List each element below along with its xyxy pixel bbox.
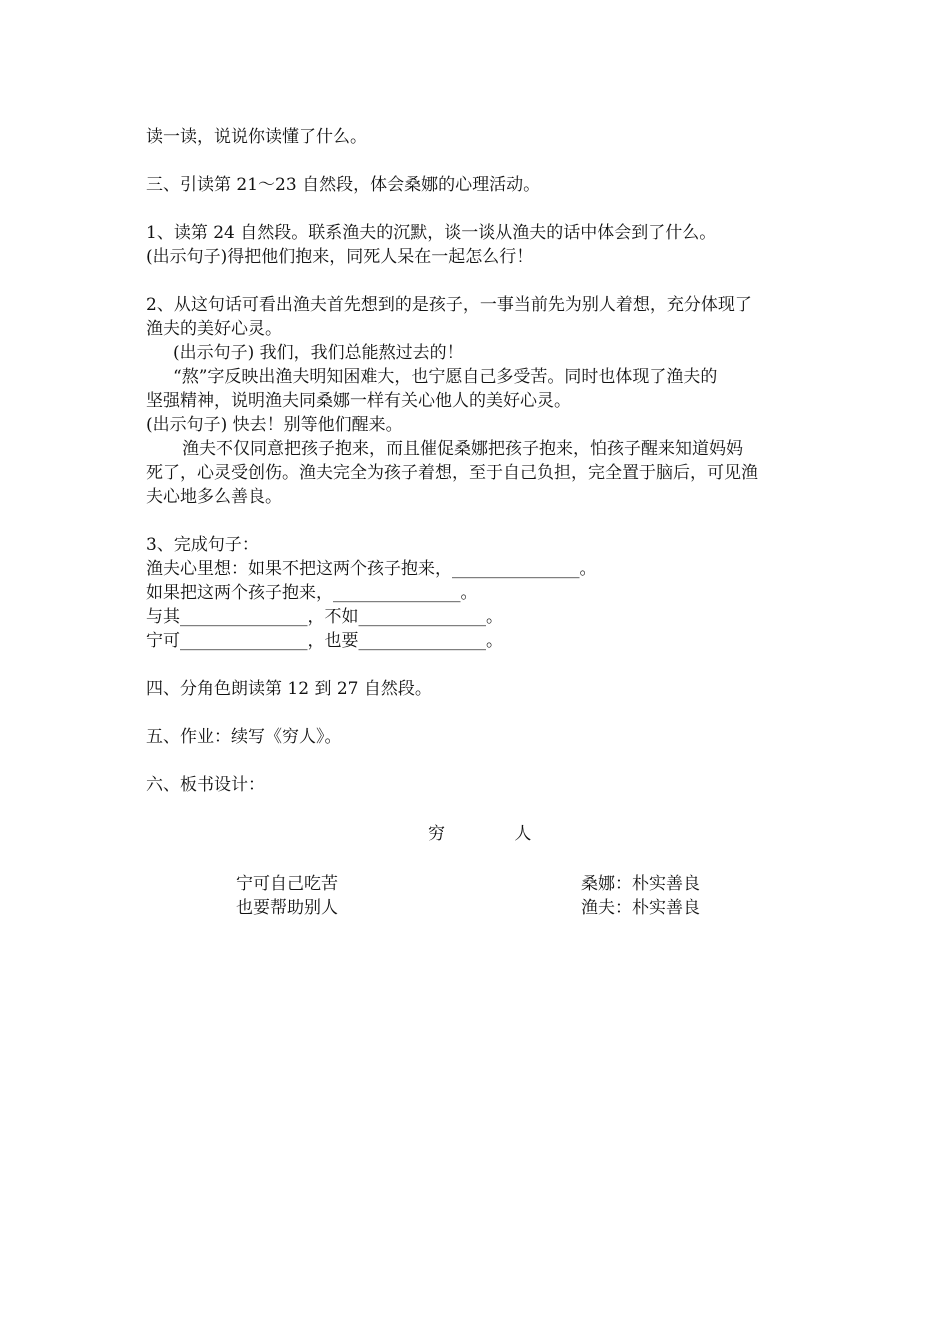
spacer [146,509,811,533]
spacer [146,149,811,173]
board-left-line-2: 也要帮助别人 [236,898,338,918]
quoted-sentence: (出示句子)得把他们抱来，同死人呆在一起怎么行！ [146,247,534,267]
fill-in-blank: 宁可_______________，也要_______________。 [146,631,503,651]
text-line: 坚强精神，说明渔夫同桑娜一样有关心他人的美好心灵。 [146,391,571,411]
spacer [146,197,811,221]
text-line: “熬”字反映出渔夫明知困难大，也宁愿自己多受苦。同时也体现了渔夫的 [173,367,718,387]
fill-in-blank: 渔夫心里想：如果不把这两个孩子抱来，_______________。 [146,559,597,579]
text-line: 渔夫不仅同意把孩子抱来，而且催促桑娜把孩子抱来，怕孩子醒来知道妈妈 [182,439,743,459]
board-right-line-2: 渔夫：朴实善良 [581,898,700,918]
text-line: 读一读，说说你读懂了什么。 [146,127,367,147]
text-line: 渔夫的美好心灵。 [146,319,282,339]
quoted-sentence: (出示句子) 我们，我们总能熬过去的！ [173,343,464,363]
text-line: 1、读第 24 自然段。联系渔夫的沉默，谈一谈从渔夫的话中体会到了什么。 [146,223,717,243]
section-heading-3: 三、引读第 21～23 自然段，体会桑娜的心理活动。 [146,175,541,195]
spacer [146,749,811,773]
board-title-char-1: 穷 [428,824,445,844]
text-line: 夫心地多么善良。 [146,487,282,507]
section-heading-4: 四、分角色朗读第 12 到 27 自然段。 [146,679,432,699]
board-right-line-1: 桑娜：朴实善良 [581,874,700,894]
text-line: 2、从这句话可看出渔夫首先想到的是孩子，一事当前先为别人着想，充分体现了 [146,295,752,315]
board-title-char-2: 人 [514,824,532,844]
fill-in-blank: 如果把这两个孩子抱来，_______________。 [146,583,478,603]
section-heading-5: 五、作业：续写《穷人》。 [146,727,342,747]
document-body [146,125,811,797]
quoted-sentence: (出示句子) 快去！别等他们醒来。 [146,415,403,435]
board-right-column [581,872,700,920]
board-left-column [236,872,338,920]
text-line: 3、完成句子： [146,535,259,555]
board-title [428,822,531,846]
spacer [146,653,811,677]
board-left-line-1: 宁可自己吃苦 [236,874,338,894]
spacer [146,701,811,725]
text-line: 死了，心灵受创伤。渔夫完全为孩子着想，至于自己负担，完全置于脑后，可见渔 [146,463,758,483]
fill-in-blank: 与其_______________，不如_______________。 [146,607,503,627]
section-heading-6: 六、板书设计： [146,775,265,795]
spacer [146,269,811,293]
